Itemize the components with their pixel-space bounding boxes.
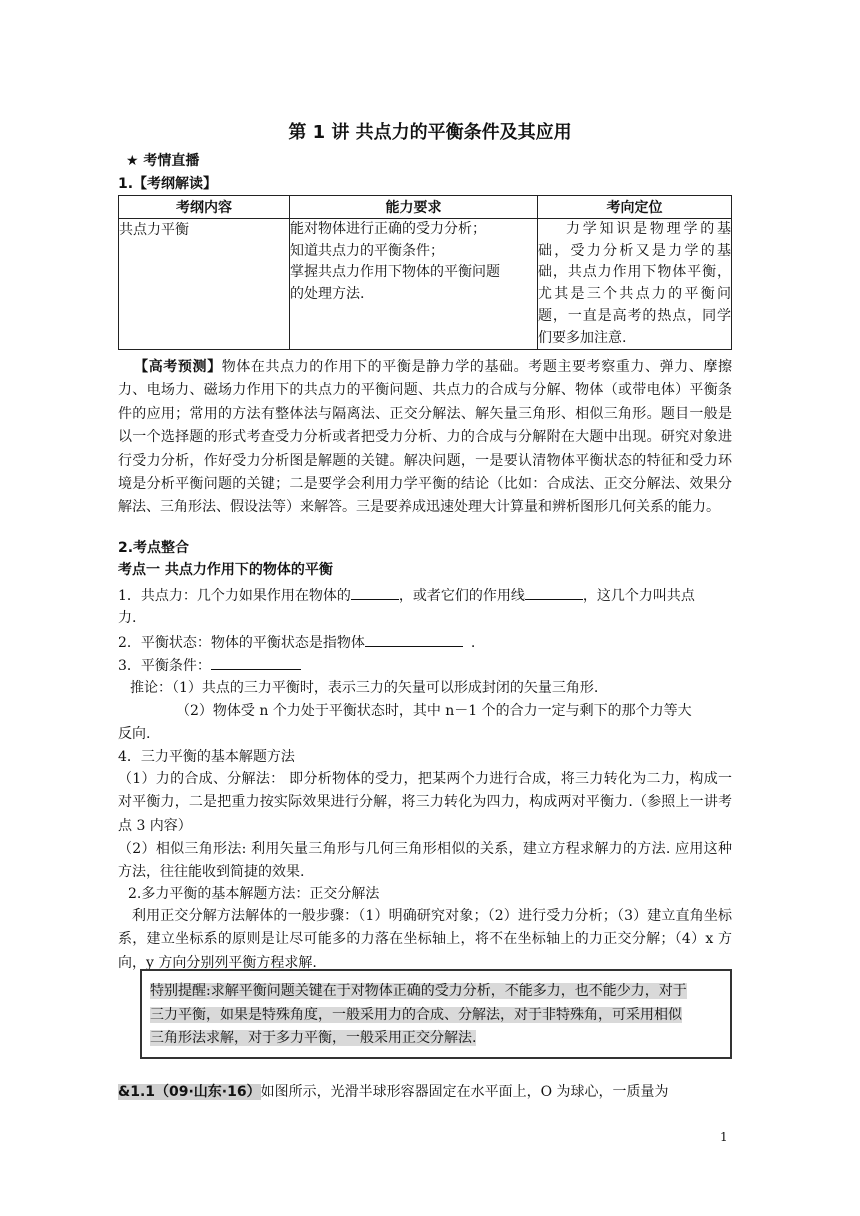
ability-line: 能对物体进行正确的受力分析； [290,221,486,237]
table-cell-item: 共点力平衡 [119,219,290,350]
ability-line: 知道共点力的平衡条件； [290,242,444,259]
table-header-cell: 考纲内容 [119,196,290,219]
fill-blank [211,655,301,670]
fill-blank [525,585,583,600]
point-one-heading: 考点一 共点力作用下的物体的平衡 [118,562,333,578]
ability-line: 的处理方法. [290,285,365,302]
example-text: 如图所示，光滑半球形容器固定在水平面上，O 为球心，一质量为 [260,1084,669,1100]
item-4-heading: 4．三力平衡的基本解题方法 [118,749,295,765]
ability-line: 掌握共点力作用下物体的平衡问题 [290,264,500,281]
table-header-row [119,196,732,219]
method-2-paragraph: （2）相似三角形法: 利用矢量三角形与几何三角形相似的关系，建立方程求解力的方法. 应用这种方法，往往能收到简捷的效果. [118,841,732,881]
outline-heading: 1.【考纲解读】 [118,176,218,192]
example-label: &1.1（09·山东·16） [118,1084,261,1100]
multi-force-paragraph: 利用正交分解方法解体的一般步骤：（1）明确研究对象；（2）进行受力分析；（3）建立直角坐标系，建立坐标系的原则是让尽可能多的力落在坐标轴上，将不在坐标轴上的力正交分解；（4）x 方向，y 方向分别列平衡方程求解. [118,908,732,971]
note-line: 三角形法求解，对于多力平衡，一般采用正交分解法. [150,1030,477,1046]
inference-2: （2）物体受 n 个力处于平衡状态时，其中 n－1 个的合力一定与剩下的那个力等大 [176,703,692,719]
forecast-paragraph [118,356,732,520]
forecast-text: 物体在共点力的作用下的平衡是静力学的基础。考题主要考察重力、弹力、摩擦力、电场力、磁场力作用下的共点力的平衡问题、共点力的合成与分解、物体（或带电体）平衡条件的应用；常用的方法有整体法与隔离法、正交分解法、解矢量三角形、相似三角形。题目一般是以一个选择题的形式考查受力分析或者把受力分析、力的合成与分解附在大题中出现。研究对象进行受力分析，作好受力分析图是解题的关键。解决问题，一是要认清物体平衡状态的特征和受力环境是分析平衡问题的关键；二是要学会利用力学平衡的结论（比如：合成法、正交分解法、效果分解法、三角形法、假设法等）来解答。三是要养成迅速处理大计算量和辨析图形几何关系的能力。 [118,359,733,516]
kaodian-heading: 2.考点整合 [118,540,190,556]
note-line: 特别提醒:求解平衡问题关键在于对物体正确的受力分析，不能多力，也不能少力，对于 [150,983,687,999]
item-2-line [118,632,475,652]
method-1-paragraph: （1）力的合成、分解法： 即分析物体的受力，把某两个力进行合成，将三力转化为二力，构成一对平衡力，二是把重力按实际效果进行分解，将三力转化为四力，构成两对平衡力.（参照上一讲考点 3 内容） [118,771,732,834]
table-cell-abilities [290,219,538,350]
forecast-label: 【高考预测】 [134,359,222,375]
special-note-box [140,969,732,1059]
item-2-text: 2．平衡状态：物体的平衡状态是指物体 [118,635,365,651]
item-1-text-a: 1．共点力：几个力如果作用在物体的 [118,588,351,604]
note-line: 三力平衡，如果是特殊角度，一般采用力的合成、分解法，对于非特殊角，可采用相似 [150,1006,682,1023]
item-3-text: 3．平衡条件： [118,658,211,674]
example-line [118,1083,669,1101]
section-heading-star: ★ 考情直播 [126,153,200,169]
item-3-line [118,655,301,675]
table-row [119,219,732,350]
fill-blank [351,585,399,600]
page-title: 第 1 讲 共点力的平衡条件及其应用 [288,122,572,143]
page-number: 1 [720,1130,728,1144]
item-1-text-b: ，或者它们的作用线 [398,588,525,604]
item-1-text-c: ，这几个力叫共点 [582,588,695,604]
inference-2-continuation: 反向. [118,726,151,742]
item-1-continuation: 力. [118,610,137,626]
item-1-line [118,585,695,605]
table-cell-orientation [538,219,732,350]
orientation-text: 力学知识是物理学的基础，受力分析又是力学的基础，共点力作用下物体平衡，尤其是三个共点力的平衡问题，一直是高考的热点，同学们要多加注意. [538,221,731,346]
special-note-text [150,980,726,1051]
outline-table [118,195,732,350]
table-header-cell: 考向定位 [538,196,732,219]
multi-force-heading: 2.多力平衡的基本解题方法：正交分解法 [128,886,380,902]
fill-blank [365,632,463,647]
inference-1: 推论：（1）共点的三力平衡时，表示三力的矢量可以形成封闭的矢量三角形. [130,680,599,696]
item-2-end: . [470,635,476,651]
table-header-cell: 能力要求 [290,196,538,219]
